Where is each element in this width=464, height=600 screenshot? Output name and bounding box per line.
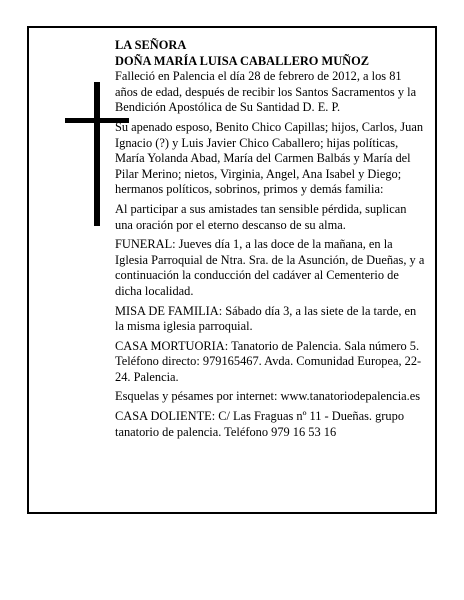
cross-vertical-bar: [94, 82, 100, 226]
online-paragraph: Esquelas y pésames por internet: www.tanatoriodepalencia.es: [115, 389, 421, 404]
mass-paragraph: MISA DE FAMILIA: Sábado día 3, a las siete de la tarde, en la misma iglesia parroquial.: [115, 303, 417, 334]
death-paragraph: Falleció en Palencia el día 28 de febrero de 2012, a los 81 años de edad, después de recibir los Santos Sacramentos y la Bendición Apostólica de Su Santidad D. E. P.: [115, 69, 417, 115]
deceased-name: DOÑA MARÍA LUISA CABALLERO MUÑOZ: [115, 53, 370, 68]
funeral-paragraph: FUNERAL: Jueves día 1, a las doce de la mañana, en la Iglesia Parroquial de Ntra. Sra. de la Asunción, de Dueñas, y a continuación la conducción del cadáver al Cementerio de dicha localidad.: [115, 237, 425, 298]
request-paragraph: Al participar a sus amistades tan sensible pérdida, suplican una oración por el eterno descanso de su alma.: [115, 201, 407, 232]
title-line-1: LA SEÑORA: [115, 38, 187, 52]
obituary-text: [115, 38, 425, 444]
funeral-home-paragraph: CASA MORTUORIA: Tanatorio de Palencia. Sala número 5. Teléfono directo: 979165467. Avda. Comunidad Europea, 22-24. Palencia.: [115, 338, 422, 384]
mourning-house-paragraph: CASA DOLIENTE: C/ Las Fraguas nº 11 - Dueñas. grupo tanatorio de palencia. Teléfono 979 16 53 16: [115, 409, 405, 439]
family-paragraph: Su apenado esposo, Benito Chico Capillas; hijos, Carlos, Juan Ignacio (?) y Luis Javier Chico Caballero; hijas políticas, María Yolanda Abad, María del Carmen Balbás y María del Pilar Merino; nietos, Virginia, Angel, Ana Isabel y Diego; hermanos políticos, sobrinos, primos y demás familia:: [115, 119, 424, 197]
